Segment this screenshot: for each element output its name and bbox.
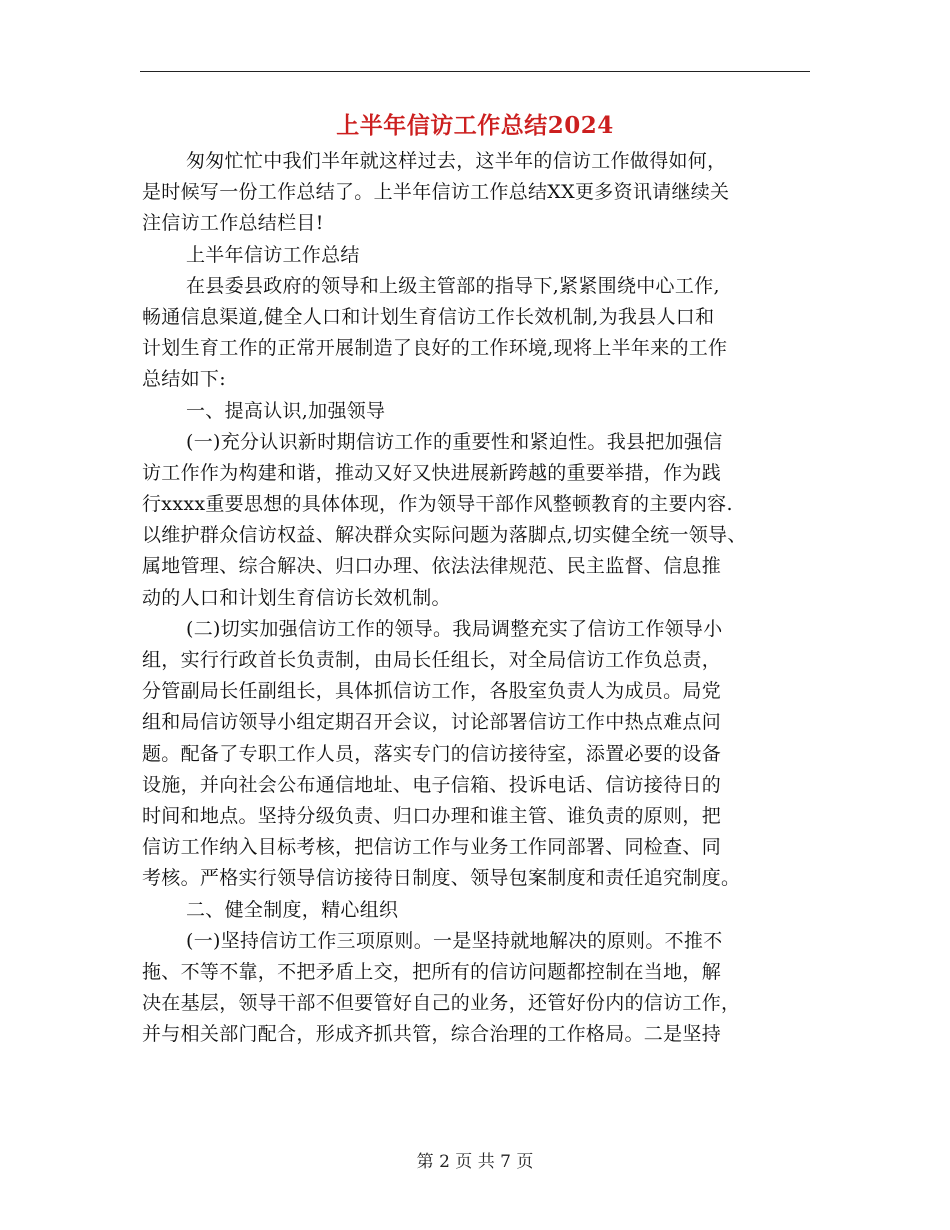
text-line: 行xxxx重要思想的具体体现，作为领导干部作风整顿教育的主要内容. bbox=[142, 493, 733, 516]
text-line: 并与相关部门配合，形成齐抓共管，综合治理的工作格局。二是坚持 bbox=[142, 1023, 722, 1046]
text-line: 上半年信访工作总结 bbox=[186, 243, 360, 266]
document-title: 上半年信访工作总结2024 bbox=[336, 112, 614, 139]
text-line: 是时候写一份工作总结了。上半年信访工作总结XX更多资讯请继续关 bbox=[142, 181, 730, 204]
text-line: 组，实行行政首长负责制，由局长任组长，对全局信访工作负总责， bbox=[142, 649, 722, 671]
text-line: 考核。严格实行领导信访接待日制度、领导包案制度和责任追究制度。 bbox=[142, 867, 741, 890]
text-line: 属地管理、综合解决、归口办理、依法法律规范、民主监督、信息推 bbox=[142, 555, 722, 578]
text-line: 一、提高认识,加强领导 bbox=[186, 399, 386, 422]
text-line: (一)充分认识新时期信访工作的重要性和紧迫性。我县把加强信 bbox=[186, 430, 723, 453]
text-line: (二)切实加强信访工作的领导。我局调整充实了信访工作领导小 bbox=[186, 617, 723, 640]
text-line: 匆匆忙忙中我们半年就这样过去，这半年的信访工作做得如何， bbox=[186, 150, 727, 172]
text-line: 计划生育工作的正常开展制造了良好的工作环境,现将上半年来的工作 bbox=[142, 337, 728, 360]
text-line: 总结如下: bbox=[142, 368, 226, 391]
text-line: 以维护群众信访权益、解决群众实际问题为落脚点,切实健全统一领导、 bbox=[142, 524, 747, 547]
text-line: 畅通信息渠道,健全人口和计划生育信访工作长效机制,为我县人口和 bbox=[142, 305, 715, 328]
page-footer: 第 2 页 共 7 页 bbox=[416, 1152, 534, 1172]
text-line: 信访工作纳入目标考核，把信访工作与业务工作同部署、同检查、同 bbox=[142, 836, 722, 859]
text-line: (一)坚持信访工作三项原则。一是坚持就地解决的原则。不推不 bbox=[186, 929, 723, 952]
text-line: 注信访工作总结栏目! bbox=[142, 212, 324, 235]
document-body bbox=[142, 146, 822, 1050]
text-line: 在县委县政府的领导和上级主管部的指导下,紧紧围绕中心工作, bbox=[186, 274, 720, 297]
text-line: 二、健全制度，精心组织 bbox=[186, 898, 399, 921]
header-rule bbox=[140, 71, 810, 72]
text-line: 决在基层，领导干部不但要管好自己的业务，还管好份内的信访工作， bbox=[142, 992, 741, 1015]
text-line: 组和局信访领导小组定期召开会议，讨论部署信访工作中热点难点问 bbox=[142, 711, 722, 734]
text-line: 动的人口和计划生育信访长效机制。 bbox=[142, 586, 451, 609]
text-line: 分管副局长任副组长，具体抓信访工作，各股室负责人为成员。局党 bbox=[142, 680, 722, 703]
text-line: 拖、不等不靠，不把矛盾上交，把所有的信访问题都控制在当地，解 bbox=[142, 960, 722, 983]
text-line: 访工作作为构建和谐，推动又好又快进展新跨越的重要举措，作为践 bbox=[142, 461, 722, 484]
text-line: 题。配备了专职工作人员，落实专门的信访接待室，添置必要的设备 bbox=[142, 742, 722, 765]
text-line: 设施，并向社会公布通信地址、电子信箱、投诉电话、信访接待日的 bbox=[142, 773, 722, 796]
text-line: 时间和地点。坚持分级负责、归口办理和谁主管、谁负责的原则，把 bbox=[142, 804, 722, 827]
